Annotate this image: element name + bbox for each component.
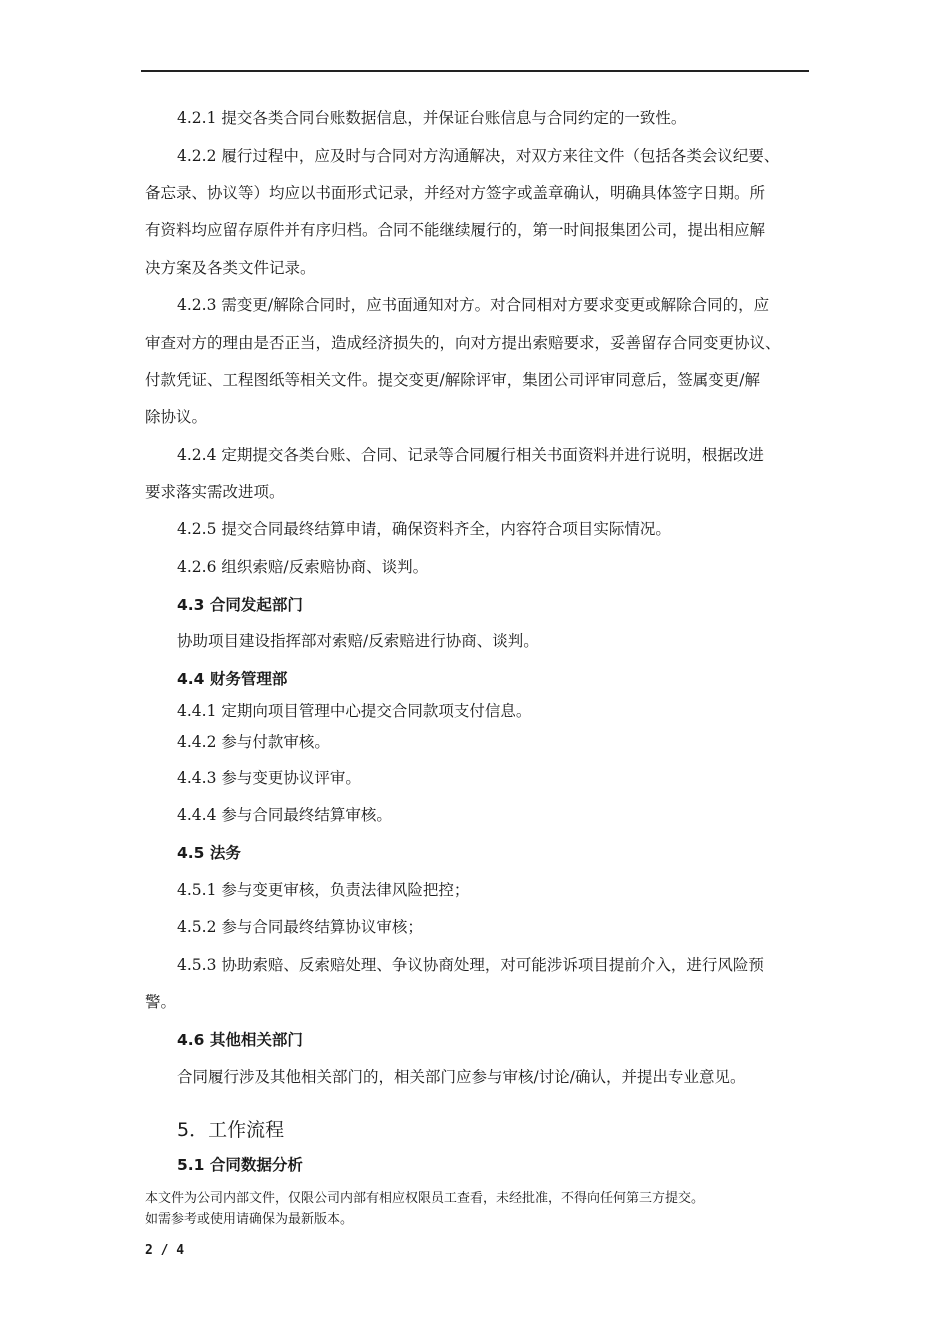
- paragraph-line: 4.2.3 需变更/解除合同时，应书面通知对方。对合同相对方要求变更或解除合同的，应: [177, 296, 770, 314]
- paragraph-line: 4.5.1 参与变更审核，负责法律风险把控；: [177, 881, 470, 899]
- paragraph-line: 警。: [145, 993, 177, 1011]
- paragraph-line: 4.2.5 提交合同最终结算申请，确保资料齐全，内容符合项目实际情况。: [177, 520, 671, 538]
- footer-notice: 本文件为公司内部文件，仅限公司内部有相应权限员工查看，未经批准，不得向任何第三方提交。: [145, 1191, 705, 1206]
- paragraph-line: 4.4.3 参与变更协议评审。: [177, 769, 361, 787]
- paragraph-line: 备忘录、协议等）均应以书面形式记录，并经对方签字或盖章确认，明确具体签字日期。所: [145, 184, 766, 202]
- paragraph-line: 4.2.6 组织索赔/反索赔协商、谈判。: [177, 558, 429, 576]
- paragraph-line: 协助项目建设指挥部对索赔/反索赔进行协商、谈判。: [177, 632, 539, 650]
- paragraph-line: 4.2.1 提交各类合同台账数据信息，并保证台账信息与合同约定的一致性。: [177, 109, 687, 127]
- page-number: 2 / 4: [145, 1243, 185, 1258]
- section-heading: 5.1 合同数据分析: [177, 1156, 303, 1174]
- paragraph-line: 4.4.4 参与合同最终结算审核。: [177, 806, 392, 824]
- footer-version-note: 如需参考或使用请确保为最新版本。: [145, 1212, 354, 1227]
- section-heading: 4.3 合同发起部门: [177, 596, 303, 614]
- section-heading: 4.4 财务管理部: [177, 670, 288, 688]
- paragraph-line: 付款凭证、工程图纸等相关文件。提交变更/解除评审，集团公司评审同意后，签属变更/解: [145, 371, 760, 389]
- paragraph-line: 合同履行涉及其他相关部门的，相关部门应参与审核/讨论/确认，并提出专业意见。: [177, 1068, 746, 1086]
- paragraph-line: 4.5.2 参与合同最终结算协议审核；: [177, 918, 423, 936]
- paragraph-line: 有资料均应留存原件并有序归档。合同不能继续履行的，第一时间报集团公司，提出相应解: [145, 221, 766, 239]
- header-rule: [141, 70, 809, 72]
- paragraph-line: 决方案及各类文件记录。: [145, 259, 316, 277]
- paragraph-line: 审查对方的理由是否正当，造成经济损失的，向对方提出索赔要求，妥善留存合同变更协议、: [145, 334, 781, 352]
- section-heading: 4.6 其他相关部门: [177, 1031, 303, 1049]
- section-heading: 4.5 法务: [177, 844, 241, 862]
- paragraph-line: 4.4.1 定期向项目管理中心提交合同款项支付信息。: [177, 702, 532, 720]
- paragraph-line: 除协议。: [145, 408, 208, 426]
- paragraph-line: 4.5.3 协助索赔、反索赔处理、争议协商处理，对可能涉诉项目提前介入，进行风险预: [177, 956, 764, 974]
- paragraph-line: 4.2.2 履行过程中，应及时与合同对方沟通解决，对双方来往文件（包括各类会议纪要、: [177, 147, 780, 165]
- paragraph-line: 4.4.2 参与付款审核。: [177, 733, 330, 751]
- chapter-heading: 5．工作流程: [177, 1119, 285, 1141]
- paragraph-line: 要求落实需改进项。: [145, 483, 285, 501]
- paragraph-line: 4.2.4 定期提交各类台账、合同、记录等合同履行相关书面资料并进行说明，根据改进: [177, 446, 764, 464]
